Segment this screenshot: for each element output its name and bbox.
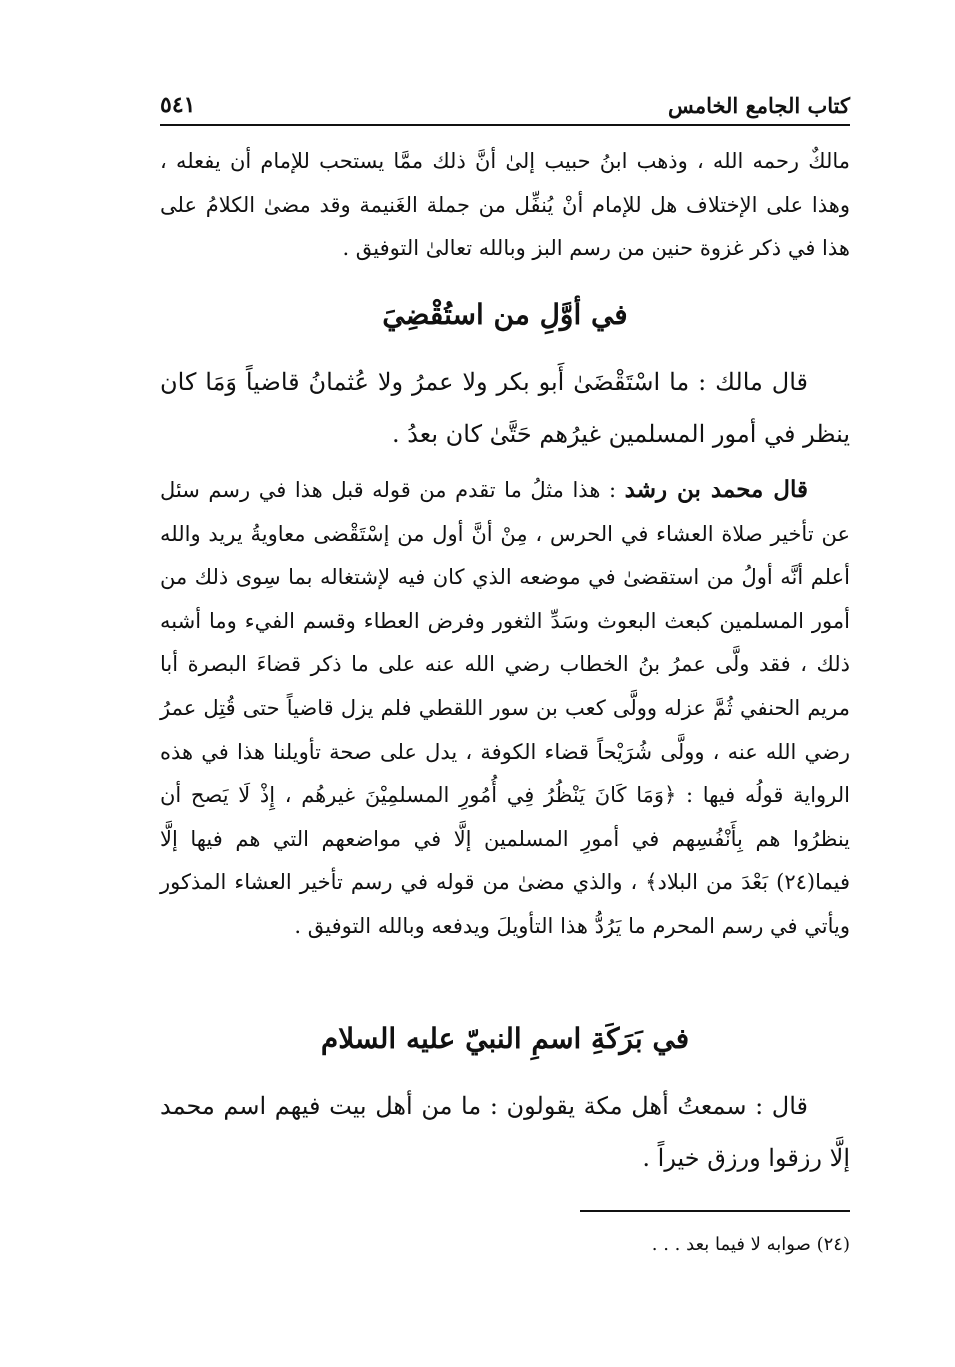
section-heading-first-judge: في أوَّلِ من استُقْضِيَ [382,298,628,331]
book-title: كتاب الجامع الخامس [668,93,850,118]
page-header [160,86,850,126]
mecca-quote-text: قال : سمعتُ أهل مكة يقولون : ما من أهل بيت فيهم اسم محمد إلَّا رزقوا ورزق خيراً . [160,1092,850,1172]
footnote: (٢٤) صوابه لا فيما بعد . . . [651,1234,850,1255]
mecca-quote [160,1080,850,1184]
section-heading-prophet-name: في بَرَكَةِ اسمِ النبيّ عليه السلام [320,1022,690,1055]
commentary-paragraph [160,468,850,949]
footnote-divider [580,1210,850,1212]
malik-quote [160,356,850,460]
commentary-author: قال محمد بن رشد [624,476,808,503]
page-number: ٥٤١ [160,92,196,118]
commentary-text: : هذا مثلُ ما تقدم من قوله قبل هذا في رسم سئل عن تأخير صلاة العشاء في الحرس ، مِنْ أنَّ أول من إسْتَقْضى معاويةُ يريد والله أعلم أنَّه أولُ من استقضىٰ في موضعه الذي كان فيه لإشتغاله بما سِوى ذلك من أمور المسلمين كبعث البعوث وسَدِّ الثغور وفرض العطاء وقسم الفيء وما أشبه ذلك ، فقد ولَّى عمرُ بنُ الخطاب رضي الله عنه على ما ذكر قضاءَ البصرة أبا مريم الحنفي ثُمَّ عزله وولَّى كعب بن سور اللقطي فلم يزل قاضياً حتى قُتِل عمرُ رضي الله عنه ، وولَّى شُرَيْحاً قضاء الكوفة ، يدل على صحة تأويلنا هذا في هذه الرواية قولُه فيها : ﴿وَمَا كَانَ يَنْظُرُ فِي أُمُورِ المسلمِيْنَ غيرهُم ، إِذْ لَا يَصح أن ينظرُوا هم بِأَنْفُسِهم في أمورِ المسلمين إلَّا في مواضعهم التي هم فيها إلَّا فيما(٢٤) بَعْدَ من البلاد﴾ ، والذي مضىٰ من قوله في رسم تأخير العشاء المذكور ويأتي في رسم المحرم ما يَرُدُّ هذا التأويلَ ويدفعه وبالله التوفيق . [160,478,850,938]
intro-paragraph: مالكٌ رحمه الله ، وذهب ابنُ حبيب إلىٰ أنَّ ذلك ممَّا يستحب للإمام أن يفعله ، وهذا على الإختلاف هل للإمام أنْ يُنفِّل من جملة الغَنيمة وقد مضىٰ الكلامُ على هذا في ذكر غزوة حنين من رسم البز وبالله تعالىٰ التوفيق . [160,149,850,261]
malik-quote-text: قال مالك : ما اسْتَقْضَىٰ أَبو بكر ولا عمرُ ولا عُثمانُ قاضياً وَمَا كان ينظر في أمور المسلمين غيرُهم حَتَّىٰ كان بعدُ . [160,368,850,448]
